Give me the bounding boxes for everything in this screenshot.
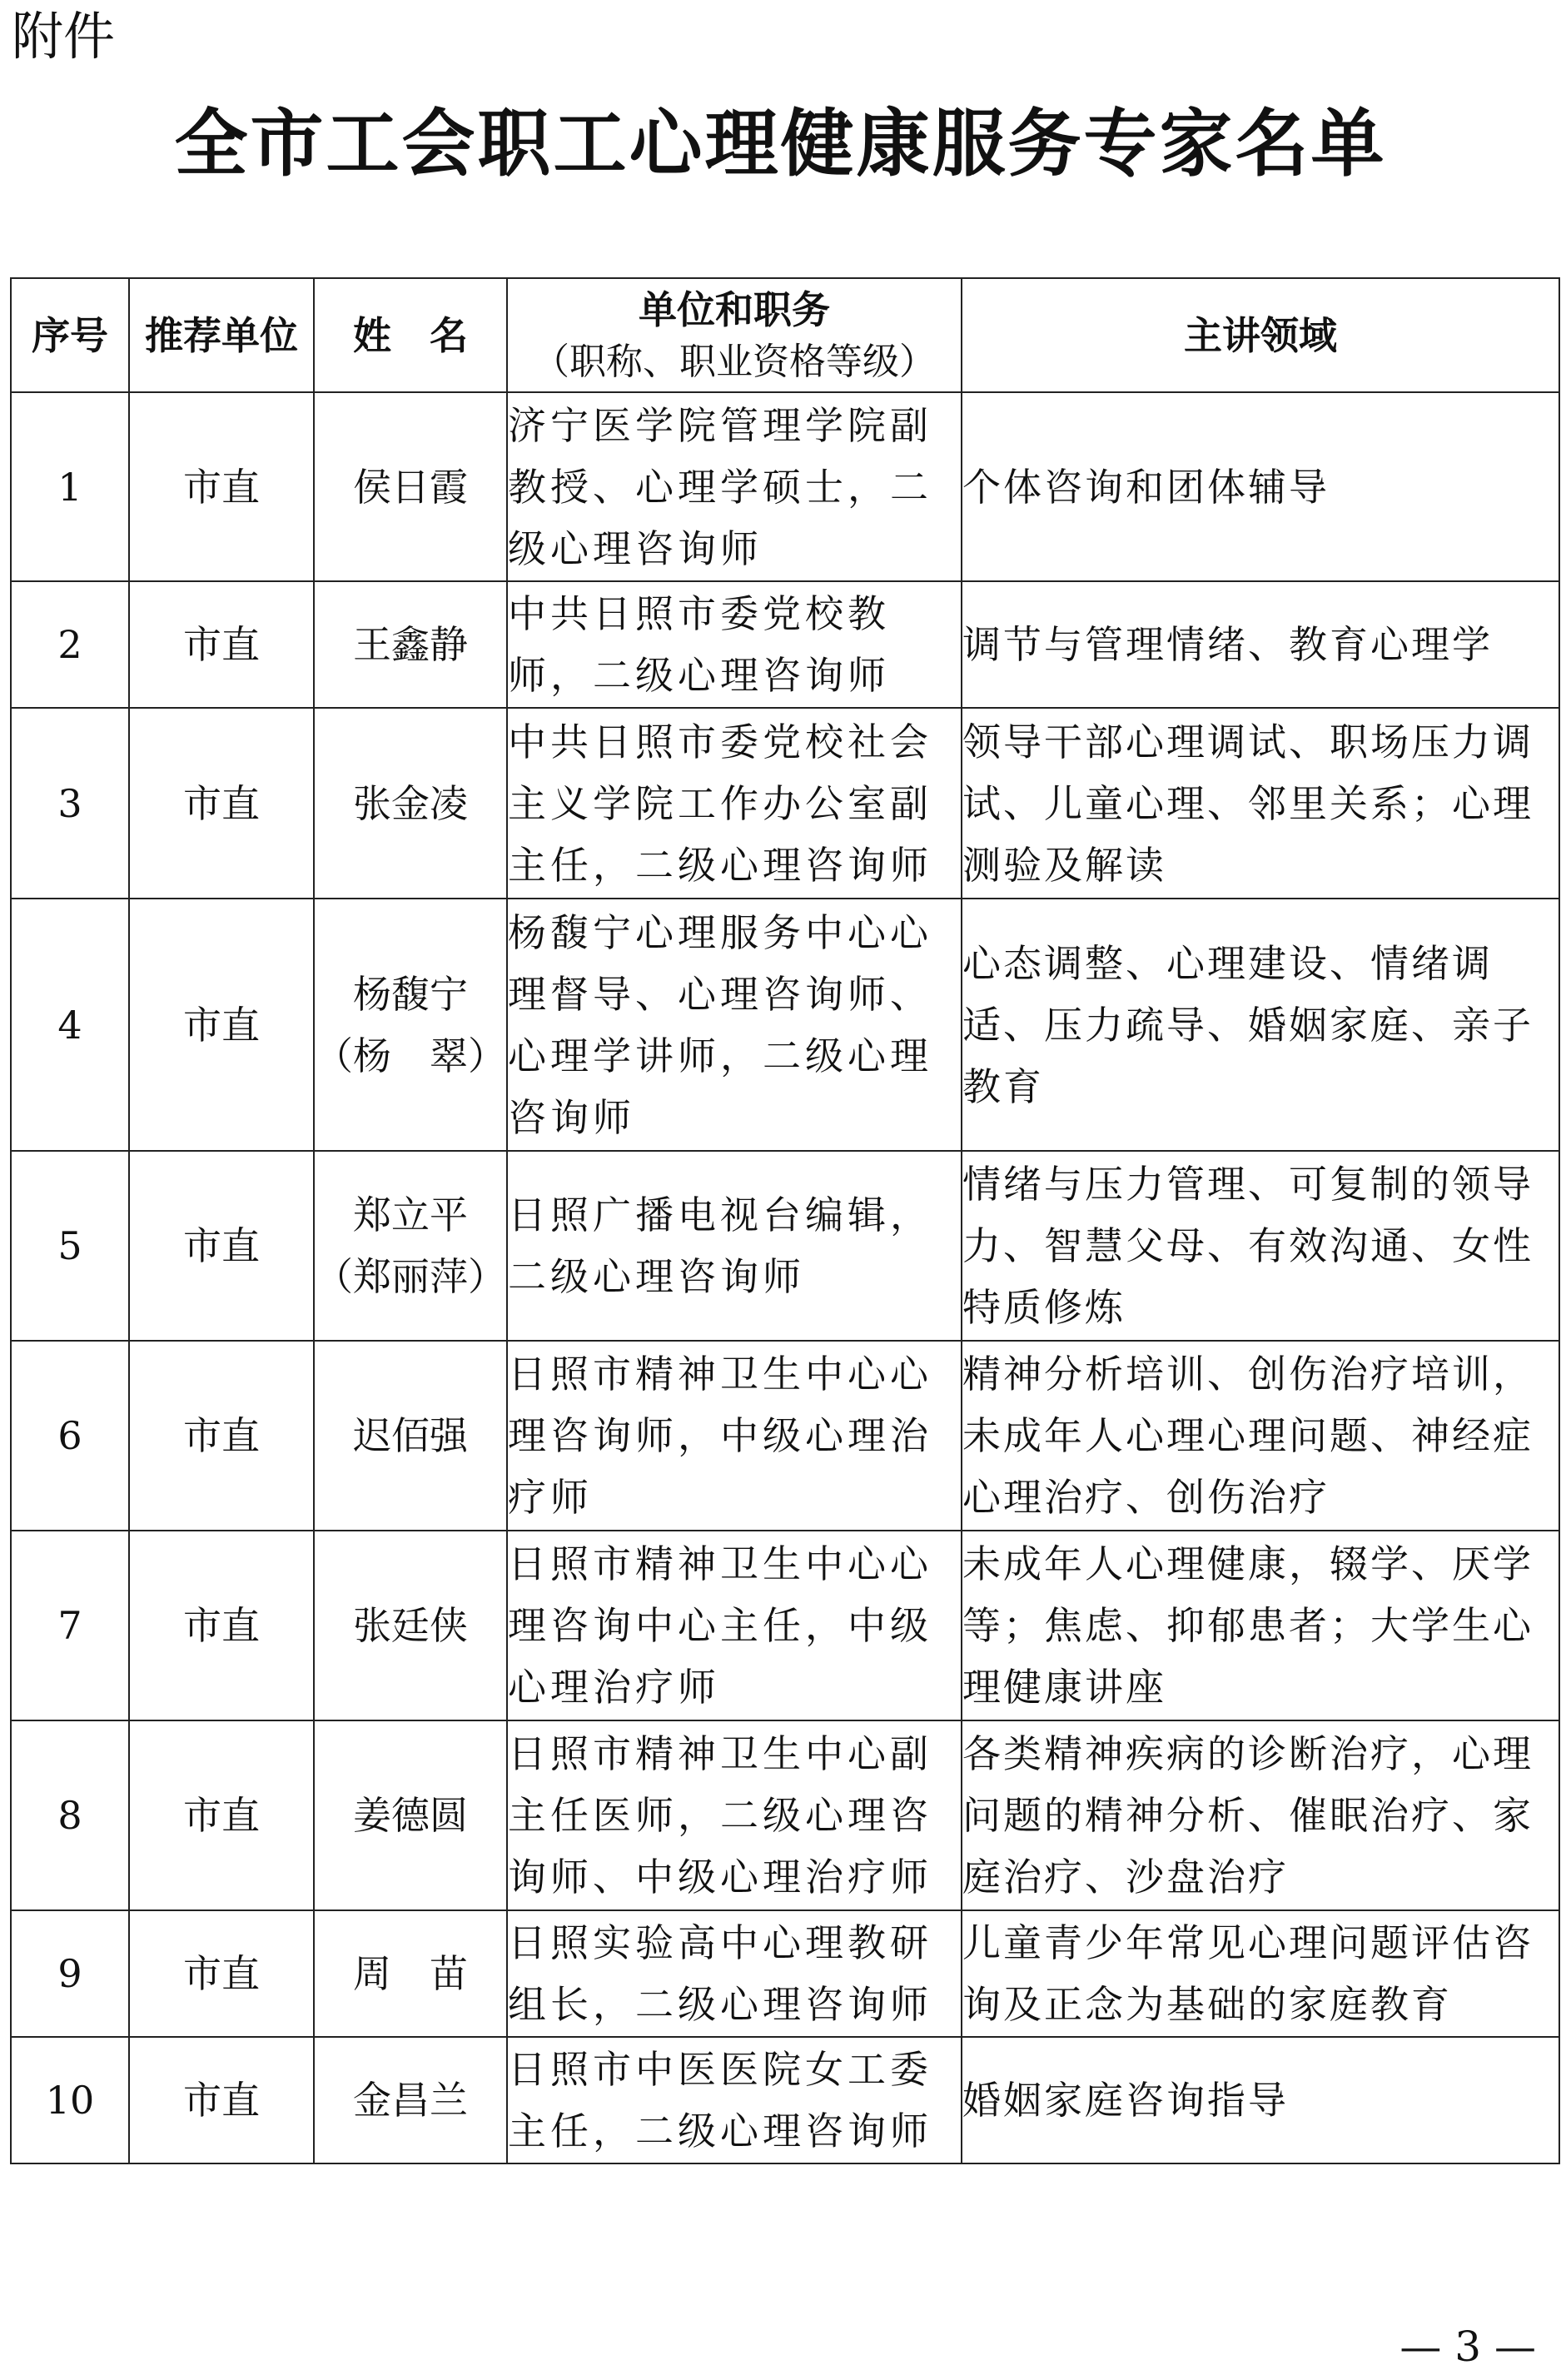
row-job: 中共日照市委党校社会主义学院工作办公室副主任，二级心理咨询师 xyxy=(507,708,962,899)
row-name-primary: 张廷侠 xyxy=(353,1603,468,1648)
row-name xyxy=(314,1720,507,1910)
header-job-label: 单位和职务 xyxy=(639,286,830,332)
row-topic: 情绪与压力管理、可复制的领导力、智慧父母、有效沟通、女性特质修炼 xyxy=(962,1151,1559,1341)
row-unit: 市直 xyxy=(129,1151,314,1341)
row-unit: 市直 xyxy=(129,392,314,581)
table-row xyxy=(11,581,1559,708)
row-name xyxy=(314,2037,507,2163)
row-name xyxy=(314,899,507,1151)
row-name xyxy=(314,581,507,708)
row-name xyxy=(314,392,507,581)
row-name-alias: （杨 翠） xyxy=(315,1033,506,1078)
header-name: 姓 名 xyxy=(314,278,507,392)
row-topic: 调节与管理情绪、教育心理学 xyxy=(962,581,1559,708)
row-job: 杨馥宁心理服务中心心理督导、心理咨询师、心理学讲师，二级心理咨询师 xyxy=(507,899,962,1151)
table-row xyxy=(11,1531,1559,1720)
row-job: 日照市精神卫生中心心理咨询师，中级心理治疗师 xyxy=(507,1341,962,1531)
row-name-primary: 姜德圆 xyxy=(353,1793,468,1838)
row-unit: 市直 xyxy=(129,1341,314,1531)
header-job xyxy=(507,278,962,392)
row-job: 中共日照市委党校教师，二级心理咨询师 xyxy=(507,581,962,708)
row-name-primary: 周 苗 xyxy=(353,1951,468,1996)
row-topic: 个体咨询和团体辅导 xyxy=(962,392,1559,581)
row-name xyxy=(314,708,507,899)
row-topic: 婚姻家庭咨询指导 xyxy=(962,2037,1559,2163)
row-name xyxy=(314,1910,507,2037)
header-no: 序号 xyxy=(11,278,129,392)
row-no: 3 xyxy=(11,708,129,899)
row-no: 9 xyxy=(11,1910,129,2037)
row-unit: 市直 xyxy=(129,2037,314,2163)
row-name-primary: 杨馥宁 xyxy=(353,971,468,1017)
row-no: 6 xyxy=(11,1341,129,1531)
row-name xyxy=(314,1531,507,1720)
table-row xyxy=(11,2037,1559,2163)
row-name-primary: 王鑫静 xyxy=(353,622,468,667)
row-topic: 儿童青少年常见心理问题评估咨询及正念为基础的家庭教育 xyxy=(962,1910,1559,2037)
row-unit: 市直 xyxy=(129,1910,314,2037)
table-row xyxy=(11,1910,1559,2037)
row-name-primary: 迟佰强 xyxy=(353,1413,468,1458)
document-title: 全市工会职工心理健康服务专家名单 xyxy=(174,101,1387,187)
table-row xyxy=(11,708,1559,899)
row-unit: 市直 xyxy=(129,708,314,899)
table-row xyxy=(11,1720,1559,1910)
table-row xyxy=(11,899,1559,1151)
row-name-primary: 侯日霞 xyxy=(353,464,468,510)
expert-list-table xyxy=(10,277,1560,2164)
header-job-sub: （职称、职业资格等级） xyxy=(533,340,936,383)
row-unit: 市直 xyxy=(129,899,314,1151)
row-topic: 精神分析培训、创伤治疗培训，未成年人心理心理问题、神经症心理治疗、创伤治疗 xyxy=(962,1341,1559,1531)
row-name-primary: 金昌兰 xyxy=(353,2078,468,2123)
row-no: 1 xyxy=(11,392,129,581)
table-row xyxy=(11,1341,1559,1531)
row-name-alias: （郑丽萍） xyxy=(315,1254,506,1299)
row-job: 日照市中医医院女工委主任，二级心理咨询师 xyxy=(507,2037,962,2163)
page-number: — 3 — xyxy=(1399,2323,1536,2371)
attachment-label: 附件 xyxy=(12,6,116,67)
row-topic: 心态调整、心理建设、情绪调适、压力疏导、婚姻家庭、亲子教育 xyxy=(962,899,1559,1151)
row-no: 10 xyxy=(11,2037,129,2163)
row-topic: 领导干部心理调试、职场压力调试、儿童心理、邻里关系；心理测验及解读 xyxy=(962,708,1559,899)
row-no: 4 xyxy=(11,899,129,1151)
row-name-primary: 郑立平 xyxy=(353,1192,468,1237)
row-topic: 未成年人心理健康，辍学、厌学等；焦虑、抑郁患者；大学生心理健康讲座 xyxy=(962,1531,1559,1720)
row-name-primary: 张金凌 xyxy=(353,780,468,826)
header-unit: 推荐单位 xyxy=(129,278,314,392)
row-unit: 市直 xyxy=(129,581,314,708)
header-topic: 主讲领域 xyxy=(962,278,1559,392)
row-job: 日照实验高中心理教研组长，二级心理咨询师 xyxy=(507,1910,962,2037)
row-no: 8 xyxy=(11,1720,129,1910)
table-row xyxy=(11,1151,1559,1341)
row-no: 5 xyxy=(11,1151,129,1341)
row-name xyxy=(314,1151,507,1341)
row-unit: 市直 xyxy=(129,1720,314,1910)
row-unit: 市直 xyxy=(129,1531,314,1720)
table-row xyxy=(11,392,1559,581)
row-name xyxy=(314,1341,507,1531)
row-no: 2 xyxy=(11,581,129,708)
row-job: 日照市精神卫生中心心理咨询中心主任，中级心理治疗师 xyxy=(507,1531,962,1720)
row-no: 7 xyxy=(11,1531,129,1720)
row-job: 日照广播电视台编辑，二级心理咨询师 xyxy=(507,1151,962,1341)
row-job: 济宁医学院管理学院副教授、心理学硕士，二级心理咨询师 xyxy=(507,392,962,581)
row-job: 日照市精神卫生中心副主任医师，二级心理咨询师、中级心理治疗师 xyxy=(507,1720,962,1910)
row-topic: 各类精神疾病的诊断治疗，心理问题的精神分析、催眠治疗、家庭治疗、沙盘治疗 xyxy=(962,1720,1559,1910)
table-header-row xyxy=(11,278,1559,392)
